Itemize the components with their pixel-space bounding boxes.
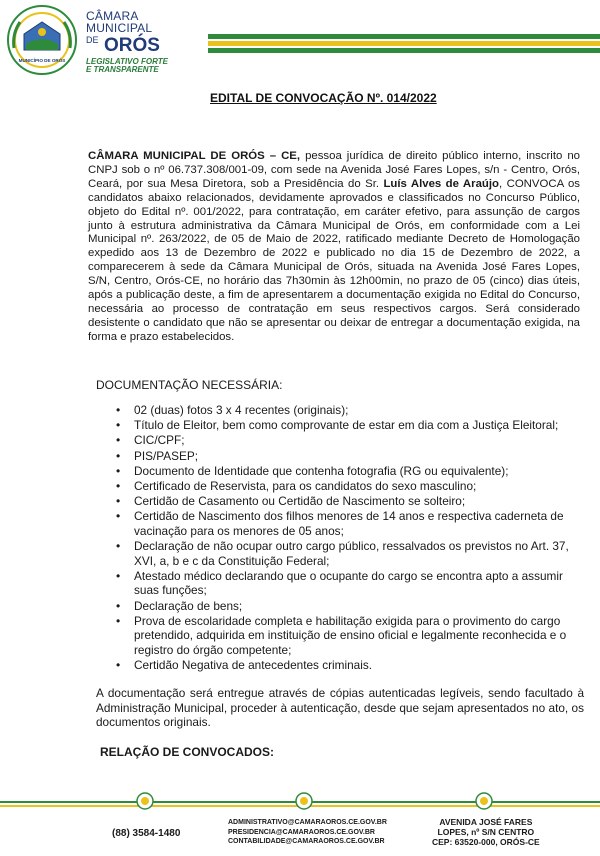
address-line-1: AVENIDA JOSÉ FARES [439, 817, 533, 827]
list-item: • Prova de escolaridade completa e habilitação exigida para o provimento do cargo pretendido, adquirida em instituição de ensino oficial e legalmente reconhecida e o registro do órgão competente; [116, 614, 586, 658]
intro-bold-president: Luís Alves de Araújo [383, 177, 500, 190]
documents-list [116, 403, 586, 673]
list-item: • Documento de Identidade que contenha fotografia (RG ou equivalente); [116, 464, 586, 479]
list-item: • Certidão de Nascimento dos filhos menores de 14 anos e respectiva caderneta de vacinação para os menores de 05 anos; [116, 509, 586, 538]
brand-line-1: CÂMARA MUNICIPAL [86, 9, 153, 35]
list-item: • 02 (duas) fotos 3 x 4 recentes (originais); [116, 403, 586, 418]
email-contabilidade: CONTABILIDADE@CAMARAOROS.CE.GOV.BR [228, 838, 385, 845]
document-title: EDITAL DE CONVOCAÇÃO Nº. 014/2022 [210, 91, 437, 105]
address-line-3: CEP: 63520-000, ORÓS-CE [432, 837, 540, 847]
footer-emails [228, 818, 387, 847]
email-administrativo: ADMINISTRATIVO@CAMARAOROS.CE.GOV.BR [228, 819, 387, 826]
list-item: • Declaração de não ocupar outro cargo público, ressalvados os previstos no Art. 37, XVI, a, b e c da Constituição Federal; [116, 539, 586, 568]
header-stripes [208, 34, 600, 55]
footer-badge-icon [295, 792, 313, 810]
footer-phone: (88) 3584-1480 [112, 828, 181, 839]
list-item: • Certificado de Reservista, para os candidatos do sexo masculino; [116, 479, 586, 494]
intro-text-2: , CONVOCA os candidatos abaixo relacionados, devidamente aprovados e classificados no Concurso Público, objeto do Edital nº. 001/2022, para contratação, em caráter efetivo, para assunção de cargos junto à estrutura administrativa da Câmara Municipal de Orós, em conformidade com a Lei Municipal nº. 263/2022, de 05 de Maio de 2022, ratificado mediante Decreto de Homologação expedido aos 13 de Dezembro de 2022 e publicado no dia 15 de Dezembro de 2022, a comparecerem à sede da Câmara Municipal de Orós, situada na Avenida José Fares Lopes, S/N, Centro, Orós-CE, no horário das 7h30min às 12h00min, no prazo de 05 (cinco) dias úteis, após a publicação deste, a fim de apresentarem a documentação exigida no Edital do Concurso, necessária ao processo de contratação em seus respectivos cargos. Será considerado desistente o candidato que não se apresentar ou deixar de entregar a documentação exigida, na forma e prazo estabelecidos. [88, 177, 580, 343]
closing-paragraph: A documentação será entregue através de cópias autenticadas legíveis, sendo facultado à Administração Municipal, proceder à autenticação, desde que sejam apresentados no ato, os documentos originais. [96, 686, 584, 730]
stripe-yellow [208, 41, 600, 46]
list-item: • Certidão Negativa de antecedentes criminais. [116, 658, 586, 673]
list-item: • Certidão de Casamento ou Certidão de Nascimento se solteiro; [116, 494, 586, 509]
list-item: • Atestado médico declarando que o ocupante do cargo se encontra apto a assumir suas funções; [116, 569, 586, 598]
list-item: • CIC/CPF; [116, 433, 586, 448]
list-item: • Título de Eleitor, bem como comprovante de estar em dia com a Justiça Eleitoral; [116, 418, 586, 433]
brand-line-2: DE [86, 35, 99, 45]
section-heading-documents: DOCUMENTAÇÃO NECESSÁRIA: [96, 378, 283, 392]
intro-paragraph [88, 150, 580, 345]
brand-name: ORÓS [104, 35, 160, 56]
footer-badge-icon [136, 792, 154, 810]
email-presidencia: PRESIDENCIA@CAMARAOROS.CE.GOV.BR [228, 828, 375, 836]
section-heading-convocados: RELAÇÃO DE CONVOCADOS: [100, 745, 275, 759]
municipal-seal-logo [6, 4, 78, 76]
stripe-green-bottom [208, 48, 600, 53]
stripe-green-top [208, 34, 600, 39]
intro-bold-institution: CÂMARA MUNICIPAL DE ORÓS – CE, [88, 150, 301, 162]
list-item: • PIS/PASEP; [116, 449, 586, 464]
brand-block [86, 10, 206, 74]
brand-tagline-1: LEGISLATIVO FORTE [86, 57, 168, 66]
list-item: • Declaração de bens; [116, 599, 586, 614]
footer-address [432, 817, 540, 847]
footer-badge-icon [475, 792, 493, 810]
seal-text: MUNICÍPIO DE ORÓS [18, 58, 66, 63]
address-line-2: LOPES, nº S/N CENTRO [437, 827, 535, 837]
intro-text-1: pessoa jurídica de direito público interno, inscrito no CNPJ sob o nº 06.737.308/001-09, com sede na Avenida José Fares Lopes, s/n - Centro, Orós, Ceará, por sua Mesa Diretora, sob a Presidência do Sr. [88, 150, 580, 190]
brand-tagline-2: E TRANSPARENTE [86, 65, 159, 74]
